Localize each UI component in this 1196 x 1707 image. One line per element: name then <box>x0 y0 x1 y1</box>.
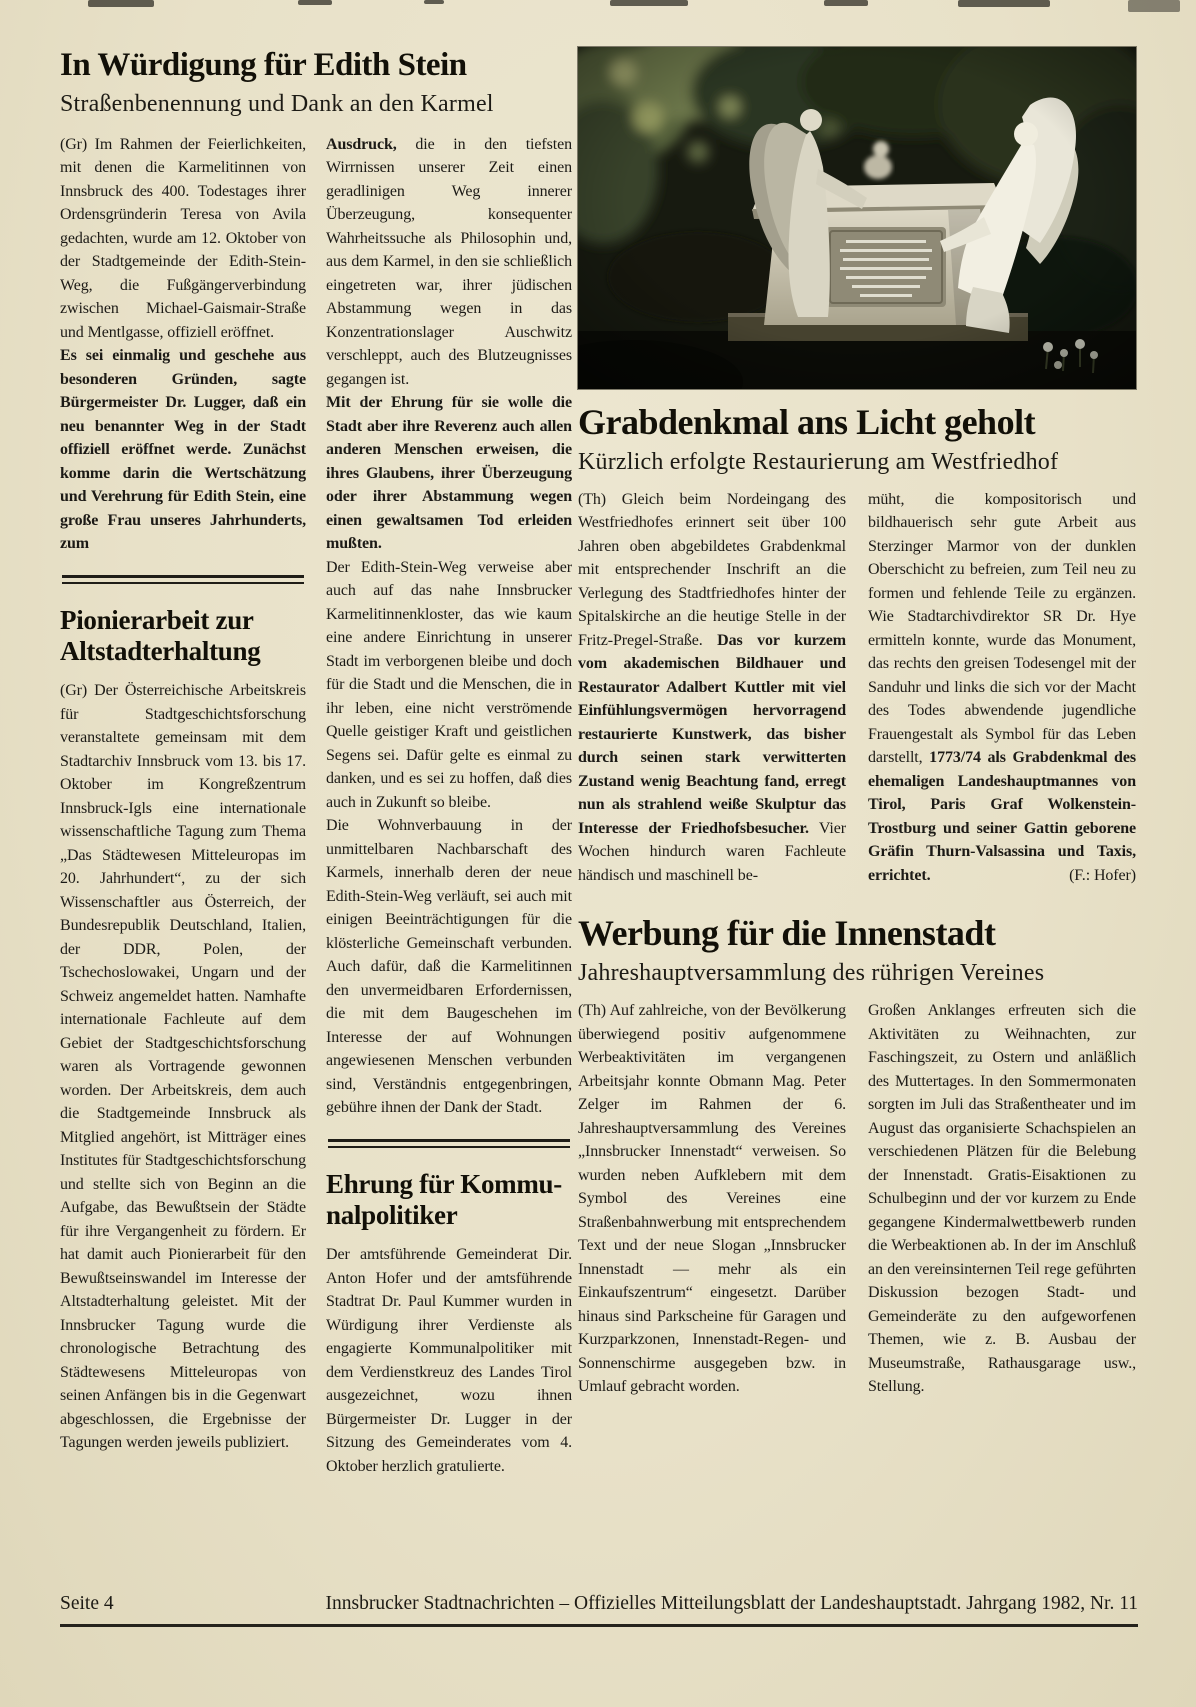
print-smudge <box>298 0 332 5</box>
ehrung-body: Der amtsführende Gemeinderat Dir. Anton Hofer und der amtsführende Stadtrat Dr. Paul Kummer wurden in Würdigung ihrer Verdienste als engagierte Kommunalpolitiker mit dem Verdienstkreuz des Landes Tirol ausgezeichnet, wozu ihnen Bürgermeister Dr. Lugger in der Sitzung des Gemeinderates vom 4. Oktober herzlich gratulierte. <box>326 1246 572 1475</box>
pionierarbeit-heading <box>60 605 306 668</box>
edith-paragraph-5: Der Edith-Stein-Weg verweise aber auch auf das nahe Innsbrucker Karmelitinnenkloster, das wie kaum eine andere Einrichtung in unserer Stadt im verborgenen bleibe und doch für die Stadt und die Menschen, die in ihr leben, eine nicht verströmende Quelle geistiger Kraft und geistlichen Segens sei. Dafür gelte es einmal zu danken, und es sei zu hoffen, daß dies auch in Zukunft so bleibe. <box>326 558 572 811</box>
grave-monument-photo <box>578 47 1136 389</box>
ehrung-heading-line1: Ehrung für Kommu- <box>326 1168 562 1199</box>
werbung-subhead: Jahreshauptversammlung des rührigen Vereines <box>578 960 1045 987</box>
grabdenkmal-col1-run1: (Th) Gleich beim Nordeingang des Westfriedhofes erinnert seit über 100 Jahren oben abgebildetes Grabdenkmal mit entsprechender Inschrift an die Verlegung des Stadtfriedhofes hinter der Spitalskirche an die heutige Stelle in der Fritz-Pregel-Straße. <box>578 490 846 649</box>
section-divider <box>328 1139 570 1148</box>
grabdenkmal-headline: Grabdenkmal ans Licht geholt <box>578 402 1036 442</box>
edith-paragraph-6: Die Wohnverbauung in der unmittelbaren Nachbarschaft des Karmels, innerhalb deren der neue Edith-Stein-Weg verläuft, sei auch mit einigen Beeinträchtigungen für die klösterliche Gemeinschaft verbunden. Auch dafür, daß die Karmelitinnen den unvermeidbaren Erfordernissen, die mit dem Baugeschehen im Interesse der auf Wohnungen angewiesenen Menschen verbunden sind, Verständnis entgegenbringen, gebühre ihnen der Dank der Stadt. <box>326 817 572 1117</box>
werbung-col1-text: (Th) Auf zahlreiche, von der Bevölkerung überwiegend positiv aufgenommene Werbeaktivitäten im vergangenen Arbeitsjahr konnte Obmann Mag. Peter Zelger im Rahmen der 6. Jahreshauptversammlung des Vereines „Innsbrucker Innenstadt“ verweisen. So wurden neben Aufklebern mit dem Symbol des Vereines eine Straßenbahnwerbung mit entsprechendem Text und der neue Slogan „Innsbrucker Innenstadt — mehr als ein Einkaufszentrum“ eingesetzt. Darüber hinaus sind Parkscheine für Garagen und Kurzparkzonen, Innenstadt-Regen- und Sonnenschirme ausgegeben bzw. in Umlauf gebracht worden. <box>578 1002 846 1396</box>
issue-line: Innsbrucker Stadtnachrichten – Offizielles Mitteilungsblatt der Landeshauptstadt. Jahrgang 1982, Nr. 11 <box>325 1593 1138 1614</box>
grabdenkmal-col2-run1: müht, die kompositorisch und bildhauerisch sehr gute Arbeit aus Sterzinger Marmor von der dunklen Oberschicht zu befreien, zum Teil neu zu formen und fehlende Teile zu ergänzen. Wie Stadtarchivdirektor SR Dr. Hye ermitteln konnte, wurde das Monument, das rechts den greisen Todesengel mit der Sanduhr und links die sich vor der Macht des Todes abwendende jugendliche Frauengestalt als Symbol für das Leben darstellt, <box>868 490 1136 767</box>
left-column-2 <box>326 133 572 1479</box>
pionierarbeit-heading-line1: Pionierarbeit zur <box>60 604 254 635</box>
grabdenkmal-column-1 <box>578 488 846 888</box>
edith-paragraph-4: Mit der Ehrung für sie wolle die Stadt aber ihre Reverenz auch allen anderen Menschen erweisen, die ihres Glaubens, ihrer Überzeugung oder ihrer Abstammung wegen einen gewaltsamen Tod erleiden mußten. <box>326 394 572 553</box>
ehrung-heading-line2: nalpolitiker <box>326 1199 458 1230</box>
pionierarbeit-body: (Gr) Der Österreichische Arbeitskreis für Stadtgeschichtsforschung veranstaltete gemeinsam mit dem Stadtarchiv Innsbruck vom 13. bis 17. Oktober im Kongreßzentrum Innsbruck-Igls eine internationale wissenschaftliche Tagung zum Thema „Das Städtewesen Mitteleuropas im 20. Jahrhundert“, zu der sich Wissenschaftler aus Österreich, der Bundesrepublik Deutschland, Italien, der DDR, Polen, der Tschechoslowakei, Ungarn und der Schweiz angemeldet hatten. Namhafte internationale Fachleute auf dem Gebiet der Stadtgeschichtsforschung waren als Vortragende gewonnen worden. Der Arbeitskreis, dem auch die Stadtgemeinde Innsbruck als Mitglied angehört, ist Mitträger eines Institutes für Stadtgeschichtsforschung und stellte sich von Beginn an die Aufgabe, das Bewußtsein der Städte für ihre Vergangenheit zu fördern. Er hat damit auch Pionierarbeit für den Bewußtseinswandel im Interesse der Altstadterhaltung geleistet. Mit der Innsbrucker Tagung wurde die chronologische Betrachtung des Städtewesens Mitteleuropas von seinen Anfängen bis in die Gegenwart abgeschlossen, die Ergebnisse der Tagungen werden jeweils publiziert. <box>60 682 306 1452</box>
grabdenkmal-col2-text <box>868 488 1136 888</box>
page-footer <box>60 1593 1138 1627</box>
left-column-1 <box>60 133 306 1479</box>
grabdenkmal-col1-text <box>578 488 846 888</box>
edith-paragraph-2: Es sei einmalig und geschehe aus besonderen Gründen, sagte Bürgermeister Dr. Lugger, daß ein neu benannter Weg in der Stadt offiziell eröffnet werde. Zunächst komme darin die Wertschätzung und Verehrung für Edith Stein, eine große Frau unseres Jahrhunderts, zum <box>60 347 306 553</box>
photo-credit: (F.: Hofer) <box>1069 866 1136 884</box>
werbung-col2-text: Großen Anklanges erfreuten sich die Aktivitäten zu Weihnachten, zur Faschingszeit, zu Ostern und anläßlich des Muttertages. In den Sommermonaten sorgten im Juli das Straßentheater und im August das organisierte Schachspielen an verschiedenen Plätzen für die Belebung der Innenstadt. Gratis-Eisaktionen zu Schulbeginn und der vor kurzem zu Ende gegangene Kindermalwettbewerb runden die Werbeaktionen ab. In der im Anschluß an den vereinsinternen Teil rege geführten Diskussion bezogen Stadt- und Gemeinderäte zu den aufgeworfenen Themen, wie z. B. Ausbau der Museumstraße, Rathausgarage usw., Stellung. <box>868 1002 1136 1396</box>
grabdenkmal-col2-bold: 1773/74 als Grabdenkmal des ehemaligen Landeshauptmannes von Tirol, Paris Graf Wolkenstein-Trostburg und seiner Gattin geborene Gräfin Thurn-Valsassina und Taxis, errichtet. <box>868 749 1136 884</box>
section-divider <box>62 575 304 584</box>
edith-stein-subhead: Straßenbenennung und Dank an den Karmel <box>60 90 494 117</box>
grabdenkmal-subhead: Kürzlich erfolgte Restaurierung am Westfriedhof <box>578 448 1059 475</box>
article-edith-stein <box>60 48 572 1478</box>
edith-stein-headline: In Würdigung für Edith Stein <box>60 47 467 83</box>
print-smudge <box>958 0 1050 7</box>
print-smudge <box>424 0 444 4</box>
article-werbung <box>578 914 1136 1398</box>
edith-paragraph-1: (Gr) Im Rahmen der Feierlichkeiten, mit denen die Karmelitinnen von Innsbruck des 400. Todestages ihrer Ordensgründerin Teresa von Avila gedachten, wurde am 12. Oktober von der Stadtgemeinde der Edith-Stein-Weg, die Fußgängerverbindung zwischen Michael-Gaismair-Straße und Mentlgasse, offiziell eröffnet. <box>60 135 306 341</box>
edith-paragraph-3-lead: Ausdruck, <box>326 135 397 153</box>
grabdenkmal-column-2 <box>868 488 1136 888</box>
grabdenkmal-col1-bold: Das vor kurzem vom akademischen Bildhauer und Restaurator Adalbert Kuttler mit viel Einfühlungsvermögen hervorragend restaurierte Kunstwerk, das bisher durch seinen stark verwitterten Zustand wenig Beachtung fand, erregt nun als strahlend weiße Skulptur das Interesse der Friedhofsbesucher. <box>578 631 846 837</box>
article-grabdenkmal <box>578 403 1136 887</box>
grabdenkmal-col1-run2: Vier Wochen hindurch waren Fachleute händisch und maschinell be- <box>578 819 846 884</box>
werbung-column-2 <box>868 999 1136 1399</box>
edith-paragraph-3-rest: die in den tiefsten Wirrnissen unserer Zeit einen geradlinigen Weg innerer Überzeugung, konsequenter Wahrheitssuche als Philosophin und, aus dem Karmel, in den sie schließlich eingetreten war, ihrer jüdischen Abstammung wegen in das Konzentrationslager Auschwitz verschleppt, auch des Blutzeugnisses gegangen ist. <box>326 135 572 388</box>
werbung-column-1 <box>578 999 846 1399</box>
print-smudge <box>824 0 868 6</box>
print-smudge <box>610 0 688 6</box>
ehrung-heading <box>326 1169 572 1232</box>
print-smudge <box>88 0 154 7</box>
print-smudge <box>1128 0 1180 12</box>
right-section <box>578 47 1136 1399</box>
werbung-headline: Werbung für die Innenstadt <box>578 913 996 954</box>
edith-paragraph-3 <box>326 133 572 392</box>
pionierarbeit-heading-line2: Altstadterhaltung <box>60 635 261 666</box>
page-number: Seite 4 <box>60 1593 114 1614</box>
